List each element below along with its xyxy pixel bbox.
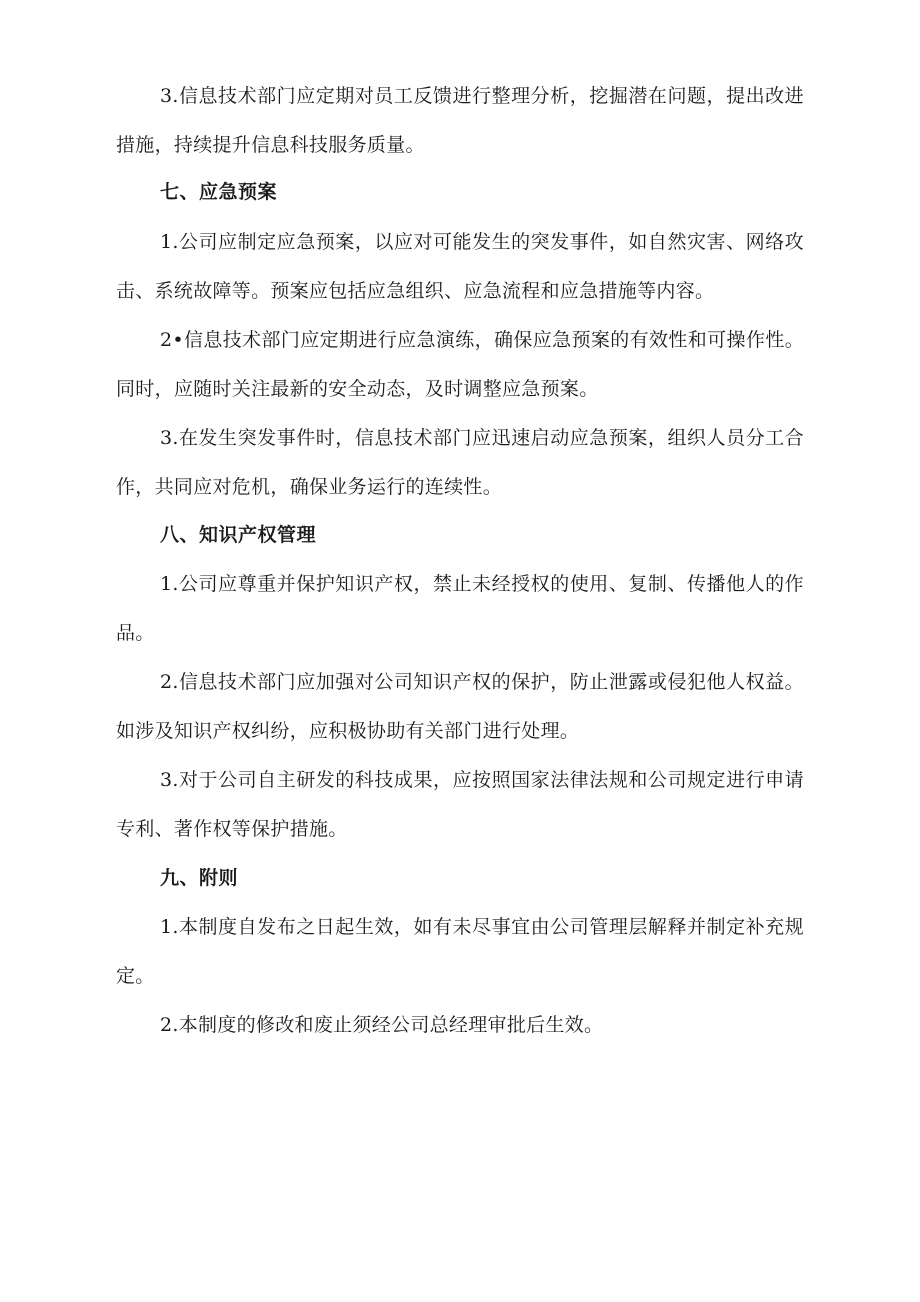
section-heading-ip-management: 八、知识产权管理 <box>160 524 317 546</box>
section-heading-supplementary: 九、附则 <box>160 867 239 889</box>
paragraph-supplementary-1: 1.本制度自发布之日起生效，如有未尽事宜由公司管理层解释并制定补充规定。 <box>116 916 804 987</box>
paragraph-emergency-1: 1.公司应制定应急预案，以应对可能发生的突发事件，如自然灾害、网络攻击、系统故障等。预案应包括应急组织、应急流程和应急措施等内容。 <box>116 231 804 302</box>
paragraph-supplementary-2: 2.本制度的修改和废止须经公司总经理审批后生效。 <box>160 1014 604 1036</box>
paragraph-emergency-3: 3.在发生突发事件时，信息技术部门应迅速启动应急预案，组织人员分工合作，共同应对危机，确保业务运行的连续性。 <box>116 427 804 498</box>
paragraph-ip-1: 1.公司应尊重并保护知识产权，禁止未经授权的使用、复制、传播他人的作品。 <box>116 573 804 644</box>
paragraph-feedback-3: 3.信息技术部门应定期对员工反馈进行整理分析，挖掘潜在问题，提出改进措施，持续提升信息科技服务质量。 <box>116 85 804 156</box>
paragraph-emergency-2: 2•信息技术部门应定期进行应急演练，确保应急预案的有效性和可操作性。同时，应随时关注最新的安全动态，及时调整应急预案。 <box>116 329 804 400</box>
section-heading-emergency-plan: 七、应急预案 <box>160 181 278 203</box>
paragraph-ip-2: 2.信息技术部门应加强对公司知识产权的保护，防止泄露或侵犯他人权益。如涉及知识产权纠纷，应积极协助有关部门进行处理。 <box>116 671 804 742</box>
paragraph-ip-3: 3.对于公司自主研发的科技成果，应按照国家法律法规和公司规定进行申请专利、著作权等保护措施。 <box>116 769 804 840</box>
